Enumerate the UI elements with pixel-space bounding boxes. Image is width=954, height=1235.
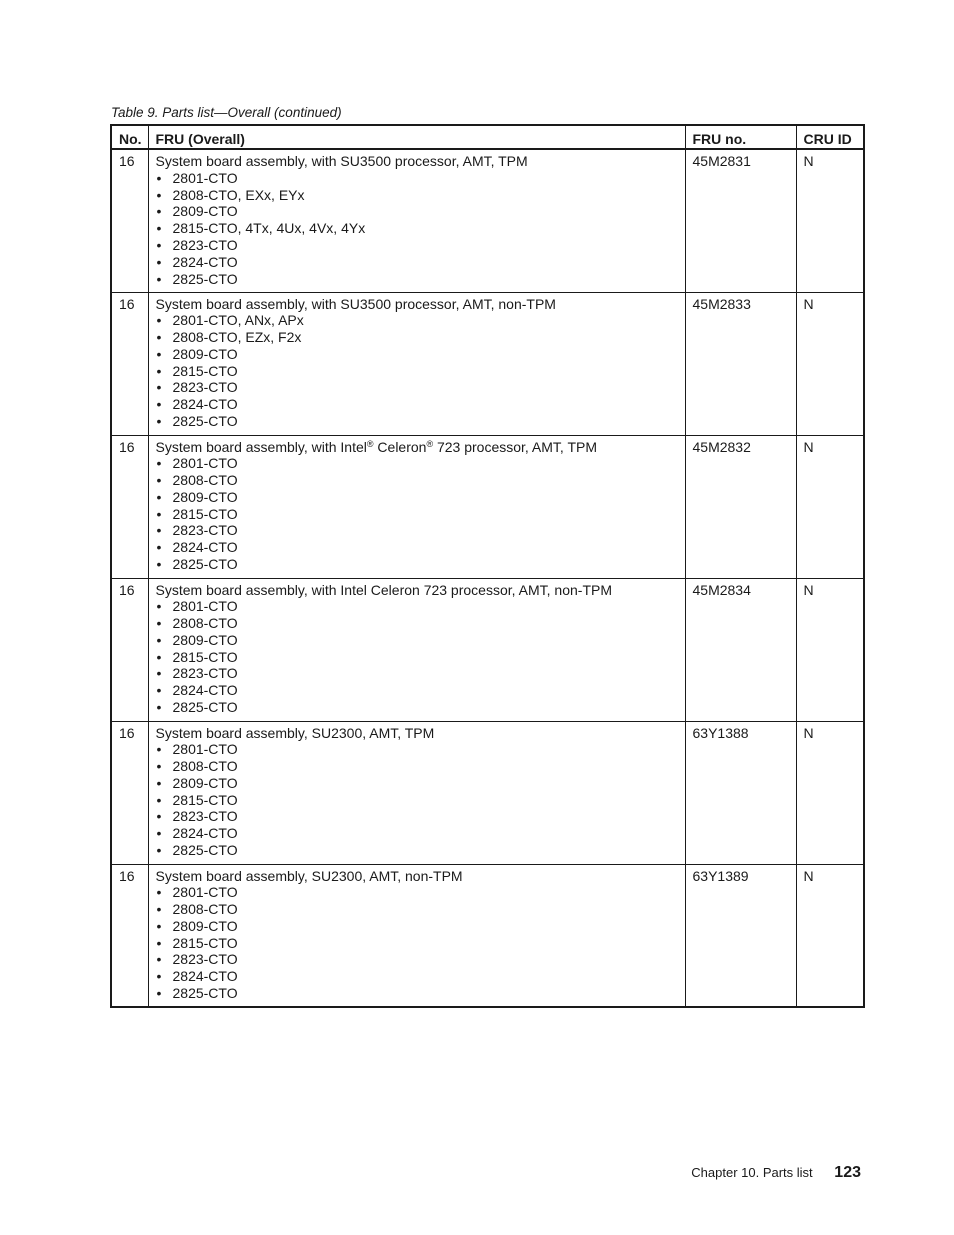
cell-cru-id: N bbox=[796, 435, 864, 578]
model-item: • 2815-CTO bbox=[156, 506, 678, 523]
cell-fru-description bbox=[148, 435, 685, 578]
model-item: • 2808-CTO bbox=[156, 901, 678, 918]
model-item: • 2808-CTO bbox=[156, 758, 678, 775]
header-cru-id: CRU ID bbox=[796, 125, 864, 149]
fru-description-text: System board assembly, SU2300, AMT, TPM bbox=[155, 724, 435, 741]
table-header bbox=[111, 125, 864, 149]
table-row bbox=[111, 292, 864, 435]
model-item: • 2809-CTO bbox=[156, 489, 678, 506]
cell-fru-description bbox=[148, 864, 685, 1007]
table-row bbox=[111, 149, 864, 292]
cell-no: 16 bbox=[111, 578, 148, 721]
fru-description-text: System board assembly, SU2300, AMT, non-TPM bbox=[155, 867, 463, 884]
model-item: • 2824-CTO bbox=[156, 254, 678, 271]
desc-part: Celeron bbox=[373, 438, 427, 455]
model-item: • 2823-CTO bbox=[156, 951, 678, 968]
model-item: • 2825-CTO bbox=[156, 556, 678, 573]
cell-fru-no: 45M2834 bbox=[685, 578, 796, 721]
table-row bbox=[111, 578, 864, 721]
cell-no: 16 bbox=[111, 721, 148, 864]
footer-chapter: Chapter 10. Parts list bbox=[691, 1165, 813, 1180]
registered-mark: ® bbox=[426, 438, 434, 449]
model-list bbox=[156, 170, 678, 288]
model-item: • 2801-CTO, ANx, APx bbox=[156, 312, 678, 329]
model-list bbox=[156, 312, 678, 430]
header-fru-overall: FRU (Overall) bbox=[148, 125, 685, 149]
page-number: 123 bbox=[834, 1164, 861, 1181]
model-item: • 2824-CTO bbox=[156, 968, 678, 985]
model-list bbox=[156, 884, 678, 1002]
registered-mark: ® bbox=[366, 438, 374, 449]
model-item: • 2809-CTO bbox=[156, 918, 678, 935]
model-item: • 2809-CTO bbox=[156, 203, 678, 220]
model-item: • 2815-CTO bbox=[156, 649, 678, 666]
model-item: • 2801-CTO bbox=[156, 170, 678, 187]
model-item: • 2824-CTO bbox=[156, 682, 678, 699]
cell-cru-id: N bbox=[796, 578, 864, 721]
cell-fru-description bbox=[148, 578, 685, 721]
header-fru-no: FRU no. bbox=[685, 125, 796, 149]
model-item: • 2823-CTO bbox=[156, 808, 678, 825]
model-item: • 2808-CTO bbox=[156, 615, 678, 632]
desc-part: System board assembly, with Intel bbox=[155, 438, 367, 455]
model-item: • 2809-CTO bbox=[156, 346, 678, 363]
cell-fru-no: 45M2831 bbox=[685, 149, 796, 292]
model-item: • 2824-CTO bbox=[156, 539, 678, 556]
table-row bbox=[111, 721, 864, 864]
cell-cru-id: N bbox=[796, 721, 864, 864]
cell-no: 16 bbox=[111, 292, 148, 435]
cell-fru-description bbox=[148, 721, 685, 864]
model-item: • 2823-CTO bbox=[156, 522, 678, 539]
model-item: • 2825-CTO bbox=[156, 985, 678, 1002]
parts-table bbox=[110, 124, 865, 1008]
cell-fru-no: 45M2832 bbox=[685, 435, 796, 578]
header-no: No. bbox=[111, 125, 148, 149]
model-item: • 2815-CTO bbox=[156, 363, 678, 380]
model-item: • 2825-CTO bbox=[156, 271, 678, 288]
model-item: • 2808-CTO, EXx, EYx bbox=[156, 187, 678, 204]
model-item: • 2801-CTO bbox=[156, 741, 678, 758]
fru-description-text: System board assembly, with Intel Celeron 723 processor, AMT, non-TPM bbox=[155, 581, 612, 598]
cell-fru-no: 63Y1389 bbox=[685, 864, 796, 1007]
table-caption: Table 9. Parts list—Overall (continued) bbox=[111, 105, 342, 120]
cell-fru-no: 63Y1388 bbox=[685, 721, 796, 864]
model-item: • 2825-CTO bbox=[156, 842, 678, 859]
model-item: • 2823-CTO bbox=[156, 237, 678, 254]
model-item: • 2815-CTO bbox=[156, 935, 678, 952]
cell-cru-id: N bbox=[796, 292, 864, 435]
cell-no: 16 bbox=[111, 149, 148, 292]
model-item: • 2809-CTO bbox=[156, 632, 678, 649]
cell-fru-description bbox=[148, 149, 685, 292]
cell-fru-no: 45M2833 bbox=[685, 292, 796, 435]
model-item: • 2815-CTO bbox=[156, 792, 678, 809]
model-list bbox=[156, 598, 678, 716]
page-footer bbox=[691, 1163, 861, 1183]
model-item: • 2824-CTO bbox=[156, 825, 678, 842]
model-item: • 2815-CTO, 4Tx, 4Ux, 4Vx, 4Yx bbox=[156, 220, 678, 237]
model-item: • 2808-CTO, EZx, F2x bbox=[156, 329, 678, 346]
model-item: • 2801-CTO bbox=[156, 455, 678, 472]
model-item: • 2823-CTO bbox=[156, 665, 678, 682]
fru-description-text: System board assembly, with SU3500 processor, AMT, non-TPM bbox=[155, 295, 556, 312]
model-item: • 2824-CTO bbox=[156, 396, 678, 413]
fru-description-text bbox=[156, 439, 678, 456]
fru-description-text: System board assembly, with SU3500 processor, AMT, TPM bbox=[155, 153, 528, 169]
table-row bbox=[111, 435, 864, 578]
desc-part: 723 processor, AMT, TPM bbox=[433, 438, 598, 455]
model-item: • 2808-CTO bbox=[156, 472, 678, 489]
model-item: • 2823-CTO bbox=[156, 379, 678, 396]
cell-cru-id: N bbox=[796, 149, 864, 292]
table-row bbox=[111, 864, 864, 1007]
model-list bbox=[156, 455, 678, 573]
cell-cru-id: N bbox=[796, 864, 864, 1007]
cell-no: 16 bbox=[111, 864, 148, 1007]
cell-no: 16 bbox=[111, 435, 148, 578]
model-item: • 2801-CTO bbox=[156, 598, 678, 615]
model-item: • 2825-CTO bbox=[156, 699, 678, 716]
model-list bbox=[156, 741, 678, 859]
model-item: • 2809-CTO bbox=[156, 775, 678, 792]
model-item: • 2801-CTO bbox=[156, 884, 678, 901]
cell-fru-description bbox=[148, 292, 685, 435]
model-item: • 2825-CTO bbox=[156, 413, 678, 430]
